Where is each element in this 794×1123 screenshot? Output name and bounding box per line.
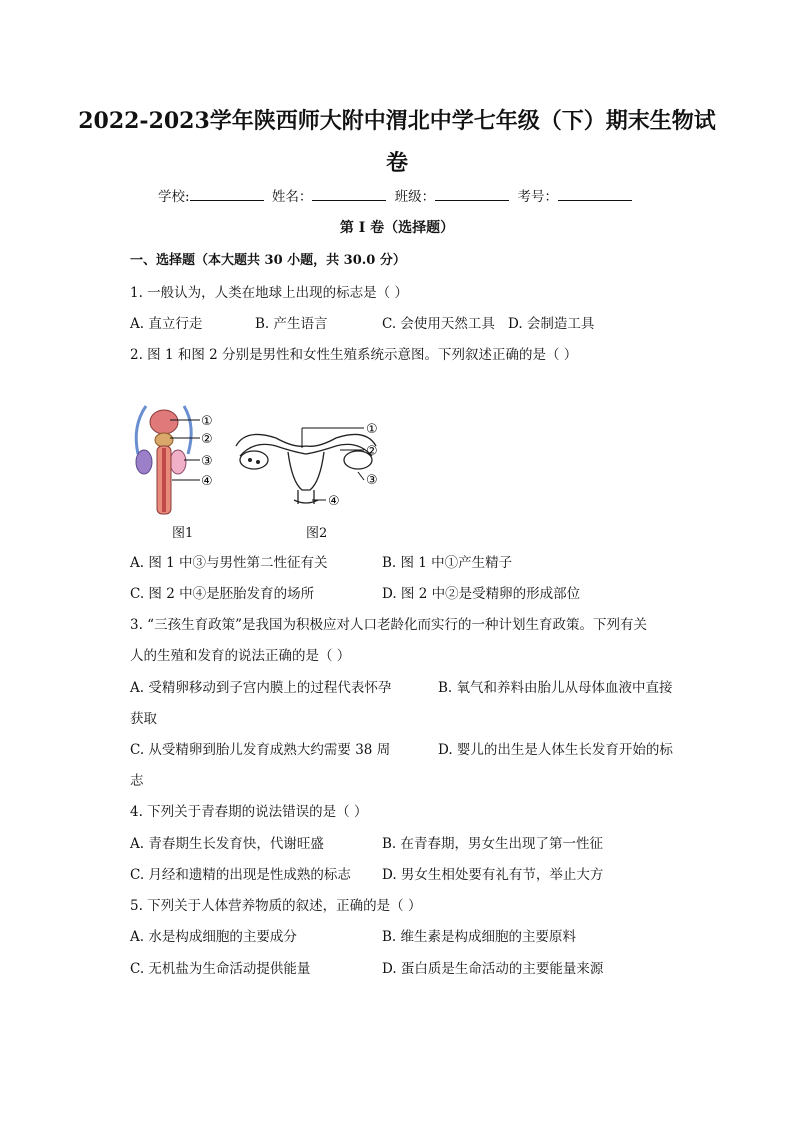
q5-option-b: B. 维生素是构成细胞的主要原料 xyxy=(382,929,577,945)
question-2-stem: 2. 图 1 和图 2 分别是男性和女性生殖系统示意图。下列叙述正确的是（ ） xyxy=(130,347,578,363)
q2-option-d: D. 图 2 中②是受精卵的形成部位 xyxy=(382,586,581,602)
school-blank[interactable] xyxy=(190,187,264,201)
q5-option-c: C. 无机盐为生命活动提供能量 xyxy=(130,961,311,977)
reproductive-system-figure xyxy=(126,396,396,544)
name-label: 姓名： xyxy=(271,189,313,205)
q3-option-c: C. 从受精卵到胎儿发育成熟大约需要 38 周 xyxy=(130,742,391,758)
fig1-marker-3: ③ xyxy=(201,454,213,469)
question-1-stem: 1. 一般认为，人类在地球上出现的标志是（ ） xyxy=(130,285,408,301)
name-blank[interactable] xyxy=(312,187,386,201)
fig1-marker-4: ④ xyxy=(201,474,213,489)
question-4-stem: 4. 下列关于青春期的说法错误的是（ ） xyxy=(130,804,368,820)
question-3-stem-line1: 3. “三孩生育政策”是我国为积极应对人口老龄化而实行的一种计划生育政策。下列有关 xyxy=(130,617,647,633)
female-system-drawing xyxy=(236,434,376,504)
q1-option-c: C. 会使用天然工具 xyxy=(382,316,495,332)
exam-title-line1: 2022-2023学年陕西师大附中渭北中学七年级（下）期末生物试 xyxy=(78,108,716,134)
class-blank[interactable] xyxy=(435,187,509,201)
question-5-stem: 5. 下列关于人体营养物质的叙述，正确的是（ ） xyxy=(130,898,422,914)
figure-2-caption: 图2 xyxy=(306,526,328,541)
q3-option-b-wrap: 获取 xyxy=(130,711,157,727)
q5-option-d: D. 蛋白质是生命活动的主要能量来源 xyxy=(382,961,604,977)
q4-option-b: B. 在青春期，男女生出现了第一性征 xyxy=(382,836,604,852)
q3-option-b: B. 氧气和养料由胎儿从母体血液中直接 xyxy=(438,680,673,696)
school-label: 学校: xyxy=(158,189,190,205)
male-system-drawing xyxy=(136,406,191,514)
student-info-row xyxy=(0,185,794,205)
class-label: 班级： xyxy=(394,189,436,205)
q3-option-d: D. 婴儿的出生是人体生长发育开始的标 xyxy=(438,742,673,758)
q2-option-a: A. 图 1 中③与男性第二性征有关 xyxy=(130,555,328,571)
figure-1-caption: 图1 xyxy=(172,526,194,541)
fig2-marker-3: ③ xyxy=(366,473,378,488)
exam-title-line2: 卷 xyxy=(385,150,408,176)
q3-option-d-wrap: 志 xyxy=(130,773,144,789)
fig1-marker-2: ② xyxy=(201,432,213,447)
q2-option-b: B. 图 1 中①产生精子 xyxy=(382,555,513,571)
fig1-marker-1: ① xyxy=(201,414,213,429)
q4-option-d: D. 男女生相处要有礼有节，举止大方 xyxy=(382,867,604,883)
fig2-marker-4: ④ xyxy=(328,494,340,509)
question-3-stem-line2: 人的生殖和发育的说法正确的是（ ） xyxy=(130,648,351,664)
q4-option-a: A. 青春期生长发育快，代谢旺盛 xyxy=(130,836,324,852)
reproductive-system-diagram xyxy=(126,396,396,544)
q4-option-c: C. 月经和遗精的出现是性成熟的标志 xyxy=(130,867,351,883)
q1-option-b: B. 产生语言 xyxy=(255,316,328,332)
section-heading: 第 I 卷（选择题） xyxy=(339,220,455,236)
q1-option-d: D. 会制造工具 xyxy=(508,316,595,332)
exam-number-label: 考号： xyxy=(517,189,558,205)
fig2-marker-1: ① xyxy=(366,422,378,437)
fig2-marker-2: ② xyxy=(366,444,378,459)
q2-option-c: C. 图 2 中④是胚胎发育的场所 xyxy=(130,586,315,602)
q1-option-a: A. 直立行走 xyxy=(130,316,203,332)
q5-option-a: A. 水是构成细胞的主要成分 xyxy=(130,929,297,945)
exam-number-blank[interactable] xyxy=(558,187,632,201)
part-heading: 一、选择题（本大题共 30 小题，共 30.0 分） xyxy=(130,253,406,268)
q3-option-a: A. 受精卵移动到子宫内膜上的过程代表怀孕 xyxy=(130,680,392,696)
